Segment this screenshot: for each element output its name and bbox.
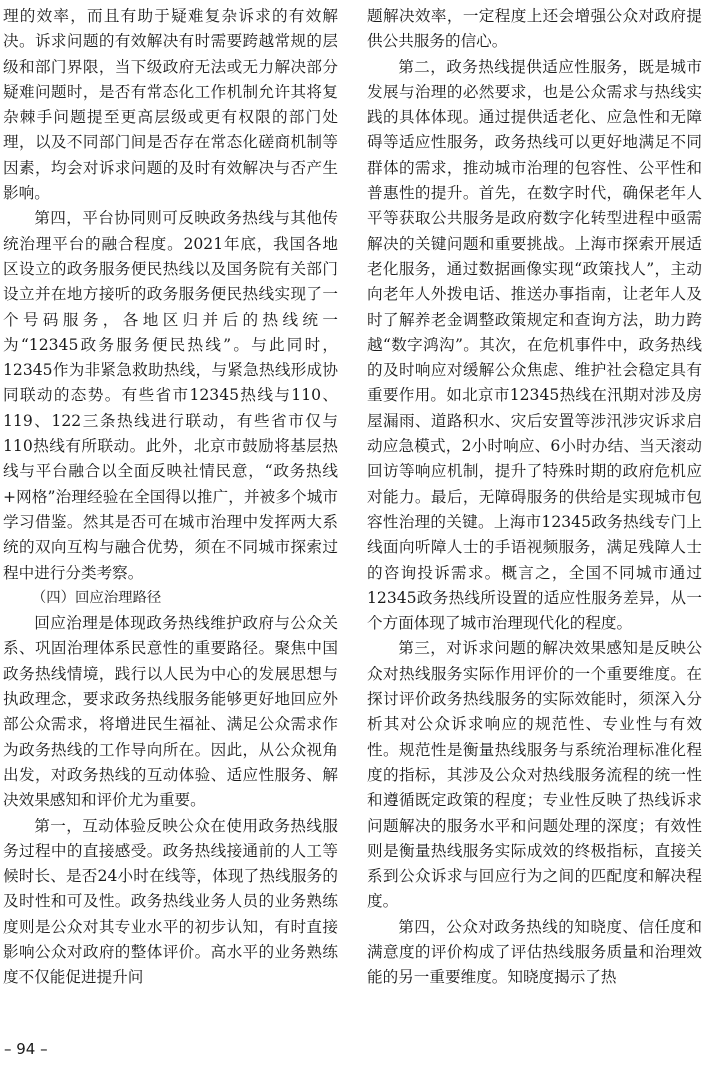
paragraph-platform-collaboration: 第四，平台协同则可反映政务热线与其他传统治理平台的融合程度。2021年底，我国各地区设立的政务服务便民热线以及国务院有关部门设立并在地方接听的政务服务便民热线实现了一个号码服务，各地区归并后的热线统一为“12345政务服务便民热线”。与此同时，12345作为非紧急救助热线，与紧急热线形成协同联动的态势。有些省市12345热线与110、119、122三条热线进行联动，有些省市仅与110热线有所联动。此外，北京市鼓励将基层热线与平台融合以全面反映社情民意，“政务热线+网格”治理经验在全国得以推广，并被多个城市学习借鉴。然其是否可在城市治理中发挥两大系统的双向互构与融合优势，须在不同城市探索过程中进行分类考察。 (3, 209, 338, 582)
page-number: – 94 – (4, 1040, 48, 1058)
left-column (3, 4, 338, 991)
paragraph-awareness-trust: 第四，公众对政务热线的知晓度、信任度和满意度的评价构成了评估热线服务质量和治理效能的另一重要维度。知晓度揭示了热 (367, 917, 702, 987)
right-column (367, 4, 702, 991)
paragraph-responsive-governance: 回应治理是体现政务热线维护政府与公众关系、巩固治理体系民意性的重要路径。聚焦中国政务热线情境，践行以人民为中心的发展思想与执政理念，要求政务热线服务能够更好地回应外部公众需求，将增进民生福祉、满足公众需求作为政务热线的工作导向所在。因此，从公众视角出发，对政务热线的互动体验、适应性服务、解决效果感知和评价尤为重要。 (3, 614, 338, 810)
paragraph-continued: 理的效率，而且有助于疑难复杂诉求的有效解决。诉求问题的有效解决有时需要跨越常规的层级和部门界限，当下级政府无法或无力解决部分疑难问题时，是否有常态化工作机制允许其将复杂棘手问题提至更高层级或更有权限的部门处理，以及不同部门间是否存在常态化磋商机制等因素，均会对诉求问题的及时有效解决与否产生影响。 (3, 7, 338, 203)
paragraph-continued: 题解决效率，一定程度上还会增强公众对政府提供公共服务的信心。 (367, 7, 702, 51)
paragraph-interaction-experience: 第一，互动体验反映公众在使用政务热线服务过程中的直接感受。政务热线接通前的人工等候时长、是否24小时在线等，体现了热线服务的及时性和可及性。政务热线业务人员的业务熟练度则是公众对其专业水平的初步认知，有时直接影响公众对政府的整体评价。高水平的业务熟练度不仅能促进提升问 (3, 816, 338, 987)
paragraph-effect-perception: 第三，对诉求问题的解决效果感知是反映公众对热线服务实际作用评价的一个重要维度。在探讨评价政务热线服务的实际效能时，须深入分析其对公众诉求响应的规范性、专业性与有效性。规范性是衡量热线服务与系统治理标准化程度的指标，其涉及公众对热线服务流程的统一性和遵循既定政策的程度；专业性反映了热线诉求问题解决的服务水平和问题处理的深度；有效性则是衡量热线服务实际成效的终极指标，直接关系到公众诉求与回应行为之间的匹配度和解决程度。 (367, 639, 702, 911)
paragraph-adaptive-service: 第二，政务热线提供适应性服务，既是城市发展与治理的必然要求，也是公众需求与热线实践的具体体现。通过提供适老化、应急性和无障碍等适应性服务，政务热线可以更好地满足不同群体的需求，推动城市治理的包容性、公平性和普惠性的提升。首先，在数字时代，确保老年人平等获取公共服务是政府数字化转型进程中亟需解决的关键问题和重要挑战。上海市探索开展适老化服务，通过数据画像实现“政策找人”，主动向老年人外拨电话、推送办事指南，让老年人及时了解养老金调整政策规定和查询方法，助力跨越“数字鸿沟”。其次，在危机事件中，政务热线的及时响应对缓解公众焦虑、维护社会稳定具有重要作用。如北京市12345热线在汛期对涉及房屋漏雨、道路积水、灾后安置等涉汛涉灾诉求启动应急模式，2小时响应、6小时办结、当天滚动回访等响应机制，提升了特殊时期的政府危机应对能力。最后，无障碍服务的供给是实现城市包容性治理的关键。上海市12345政务热线专门上线面向听障人士的手语视频服务，满足残障人士的咨询投诉需求。概言之，全国不同城市通过12345政务热线所设置的适应性服务差异，从一个方面体现了城市治理现代化的程度。 (367, 57, 702, 633)
section-heading: （四）回应治理路径 (31, 589, 162, 606)
